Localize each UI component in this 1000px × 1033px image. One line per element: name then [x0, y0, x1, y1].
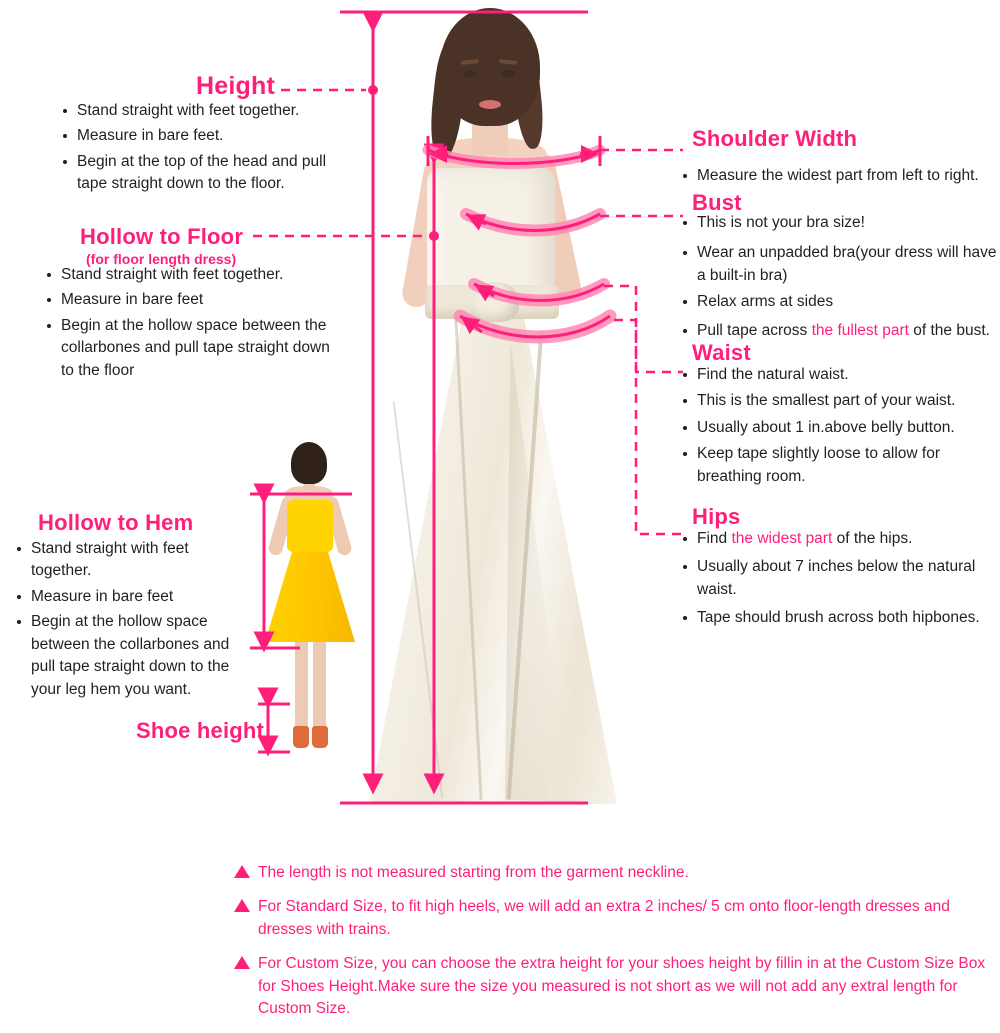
height-section	[196, 72, 275, 101]
note-text: For Custom Size, you can choose the extra height for your shoes height by fillin in at the Custom Size Box for Shoes Height.Make sure the size you measured is not short as we will not add any extral length for Custom Size.	[258, 955, 986, 1018]
list-item: Measure in bare feet.	[60, 125, 360, 147]
bust-bullet-list	[680, 206, 998, 345]
hollow-to-floor-title: Hollow to Floor	[80, 224, 244, 249]
list-item: Stand straight with feet together.	[14, 538, 244, 583]
bride-bow	[473, 282, 519, 322]
list-item: Keep tape slightly loose to allow for breathing room.	[680, 443, 998, 488]
hollow-to-hem-bullet-list	[14, 538, 244, 704]
bride-skirt	[369, 312, 617, 804]
hollow-to-floor-bullet-list	[44, 264, 344, 385]
bust-fullest-emphasis: the fullest part	[811, 321, 909, 339]
model-yellow-skirt	[265, 546, 355, 642]
warning-triangle-icon	[234, 956, 250, 969]
bride-figure-illustration	[355, 0, 625, 815]
bust-title: Bust	[692, 190, 742, 215]
shoulder-width-title: Shoulder Width	[692, 126, 858, 151]
shoe-height-section	[136, 718, 264, 744]
waist-bullet-list	[680, 360, 998, 491]
model-right-leg	[313, 634, 326, 734]
bride-eye	[502, 70, 515, 77]
list-item: Usually about 7 inches below the natural waist.	[680, 556, 998, 601]
list-item: Tape should brush across both hipbones.	[680, 607, 998, 629]
list-item: Find the natural waist.	[680, 364, 998, 386]
list-item: This is not your bra size!	[680, 212, 998, 234]
height-title: Height	[196, 72, 275, 100]
bride-lips	[479, 100, 501, 109]
list-item: Begin at the hollow space between the collarbones and pull tape straight down to the your leg hem you want.	[14, 611, 244, 701]
note-item	[232, 896, 992, 941]
height-bullet-list	[60, 100, 360, 199]
warning-triangle-icon	[234, 865, 250, 878]
short-dress-model-illustration	[255, 438, 365, 758]
list-item	[680, 320, 998, 342]
hollow-to-floor-section	[80, 224, 243, 267]
note-item	[232, 953, 992, 1020]
shoe-height-title: Shoe height	[136, 718, 265, 743]
model-left-leg	[295, 634, 308, 734]
bust-fullest-prefix: Pull tape across	[697, 321, 812, 339]
list-item: Relax arms at sides	[680, 291, 998, 313]
note-text: For Standard Size, to fit high heels, we will add an extra 2 inches/ 5 cm onto floor-length dresses and dresses with trains.	[258, 898, 950, 938]
list-item: Measure the widest part from left to right.	[680, 165, 1000, 187]
hollow-to-floor-subtitle: (for floor length dress)	[86, 251, 237, 267]
hips-title: Hips	[692, 504, 741, 529]
list-item: Measure in bare feet	[44, 289, 344, 311]
bride-eye	[463, 70, 476, 77]
model-right-shoe	[312, 726, 328, 748]
model-left-shoe	[293, 726, 309, 748]
list-item: Begin at the top of the head and pull tape straight down to the floor.	[60, 151, 360, 196]
footer-notes	[232, 862, 992, 1033]
list-item: Measure in bare feet	[14, 586, 244, 608]
list-item: Stand straight with feet together.	[60, 100, 360, 122]
hollow-to-hem-section	[38, 510, 193, 536]
shoulder-width-bullet-list	[680, 143, 1000, 190]
waist-title: Waist	[692, 340, 751, 365]
warning-triangle-icon	[234, 899, 250, 912]
list-item: This is the smallest part of your waist.	[680, 390, 998, 412]
hips-widest-suffix: of the hips.	[832, 530, 913, 547]
hips-widest-prefix: Find	[697, 530, 732, 547]
note-text: The length is not measured starting from the garment neckline.	[258, 864, 689, 881]
note-item	[232, 862, 992, 884]
list-item: Usually about 1 in.above belly button.	[680, 417, 998, 439]
list-item	[680, 528, 998, 550]
list-item: Wear an unpadded bra(your dress will have a built-in bra)	[680, 242, 998, 287]
hips-bullet-list	[680, 524, 998, 633]
model-hair	[291, 442, 327, 484]
list-item: Stand straight with feet together.	[44, 264, 344, 286]
hollow-to-hem-title: Hollow to Hem	[38, 510, 194, 535]
bust-fullest-suffix: of the bust.	[908, 321, 990, 339]
list-item: Begin at the hollow space between the collarbones and pull tape straight down to the floor	[44, 315, 344, 382]
model-yellow-bodice	[287, 500, 333, 552]
hips-widest-emphasis: the widest part	[731, 530, 833, 547]
